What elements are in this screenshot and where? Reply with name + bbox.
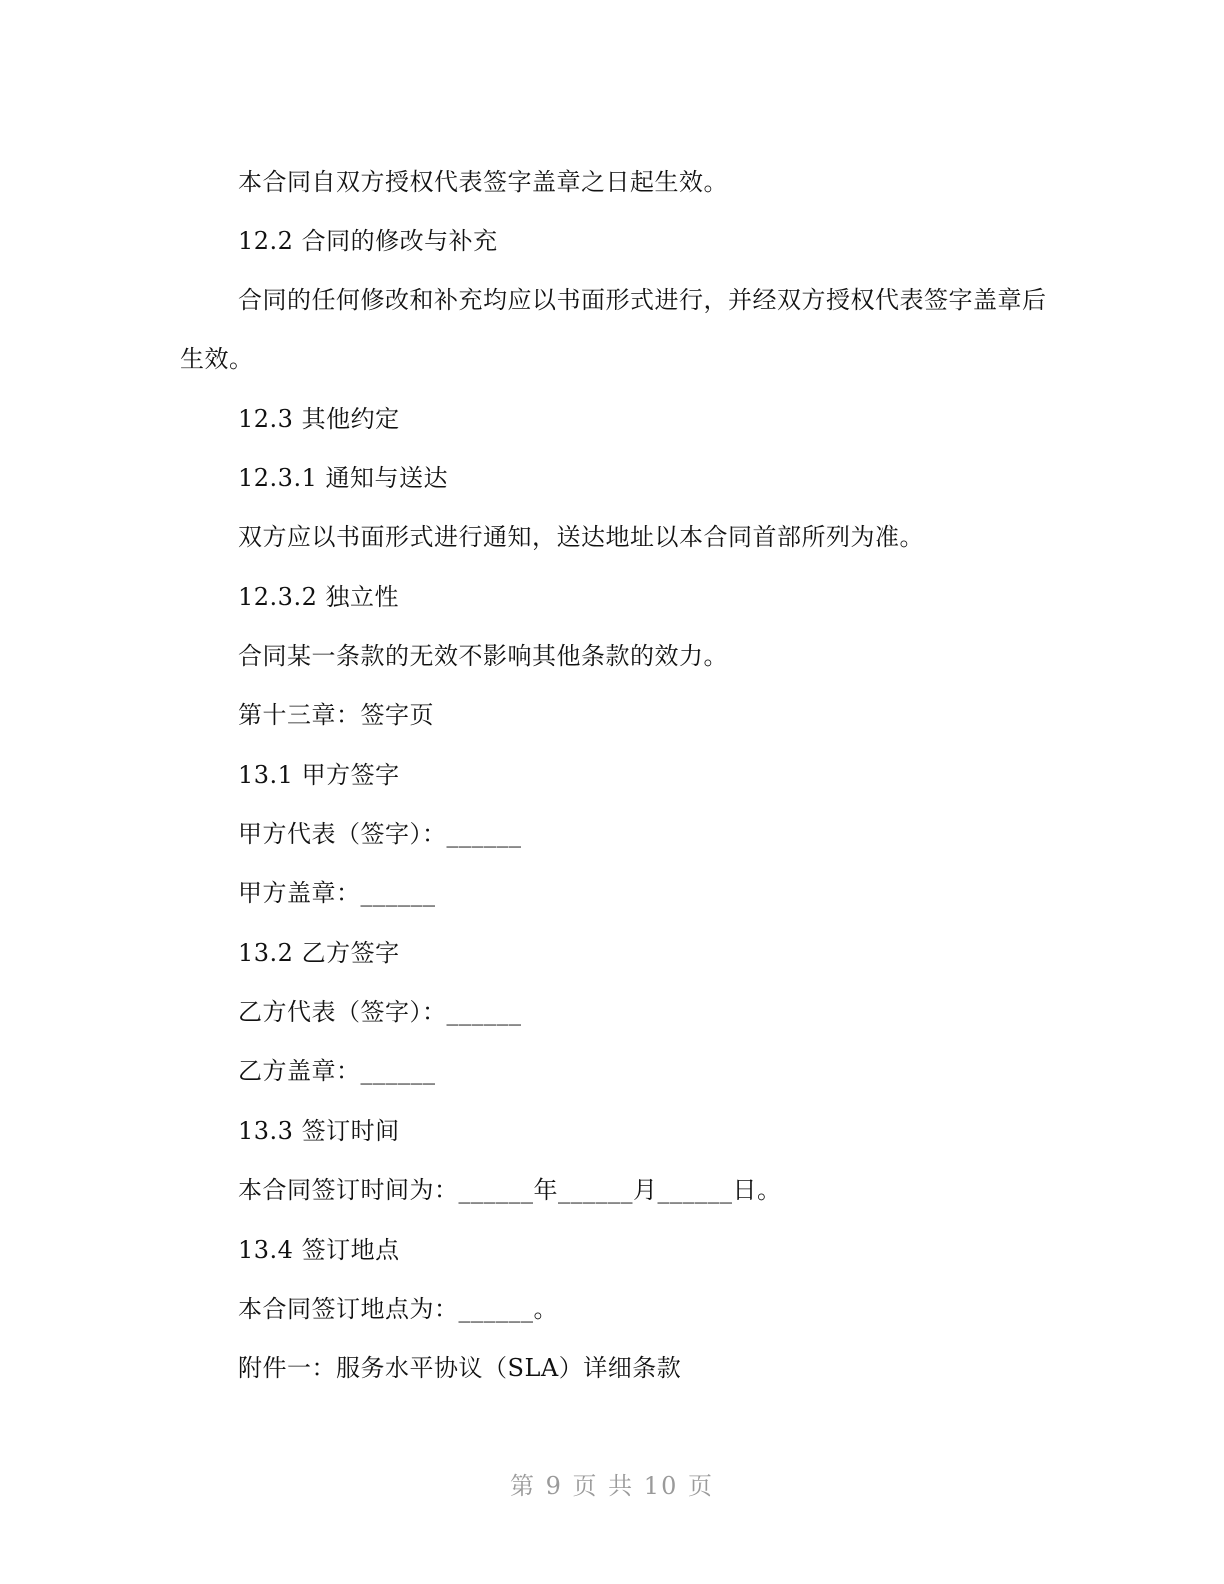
- signature-field: 甲方代表（签字）：______: [238, 820, 522, 848]
- date-field: 本合同签订时间为：______年______月______日。: [238, 1176, 782, 1204]
- section-heading: 13.4 签订地点: [238, 1236, 400, 1264]
- paragraph: 双方应以书面形式进行通知，送达地址以本合同首部所列为准。: [238, 523, 924, 551]
- location-field: 本合同签订地点为：______。: [238, 1295, 558, 1323]
- seal-field: 乙方盖章：______: [238, 1057, 436, 1085]
- paragraph: 合同的任何修改和补充均应以书面形式进行，并经双方授权代表签字盖章后: [238, 286, 1047, 314]
- subsection-heading: 12.3.1 通知与送达: [238, 464, 448, 492]
- seal-field: 甲方盖章：______: [238, 879, 436, 907]
- signature-field: 乙方代表（签字）：______: [238, 998, 522, 1026]
- paragraph: 本合同自双方授权代表签字盖章之日起生效。: [238, 168, 728, 196]
- section-heading: 13.2 乙方签字: [238, 939, 400, 967]
- page-footer: 第 9 页 共 10 页: [510, 1472, 714, 1500]
- chapter-heading: 第十三章：签字页: [238, 701, 434, 729]
- section-heading: 13.3 签订时间: [238, 1117, 400, 1145]
- paragraph-continuation: 生效。: [180, 345, 254, 373]
- section-heading: 12.3 其他约定: [238, 405, 400, 433]
- section-heading: 12.2 合同的修改与补充: [238, 227, 498, 255]
- paragraph: 合同某一条款的无效不影响其他条款的效力。: [238, 642, 728, 670]
- appendix-heading: 附件一：服务水平协议（SLA）详细条款: [238, 1354, 682, 1382]
- section-heading: 13.1 甲方签字: [238, 761, 400, 789]
- subsection-heading: 12.3.2 独立性: [238, 583, 399, 611]
